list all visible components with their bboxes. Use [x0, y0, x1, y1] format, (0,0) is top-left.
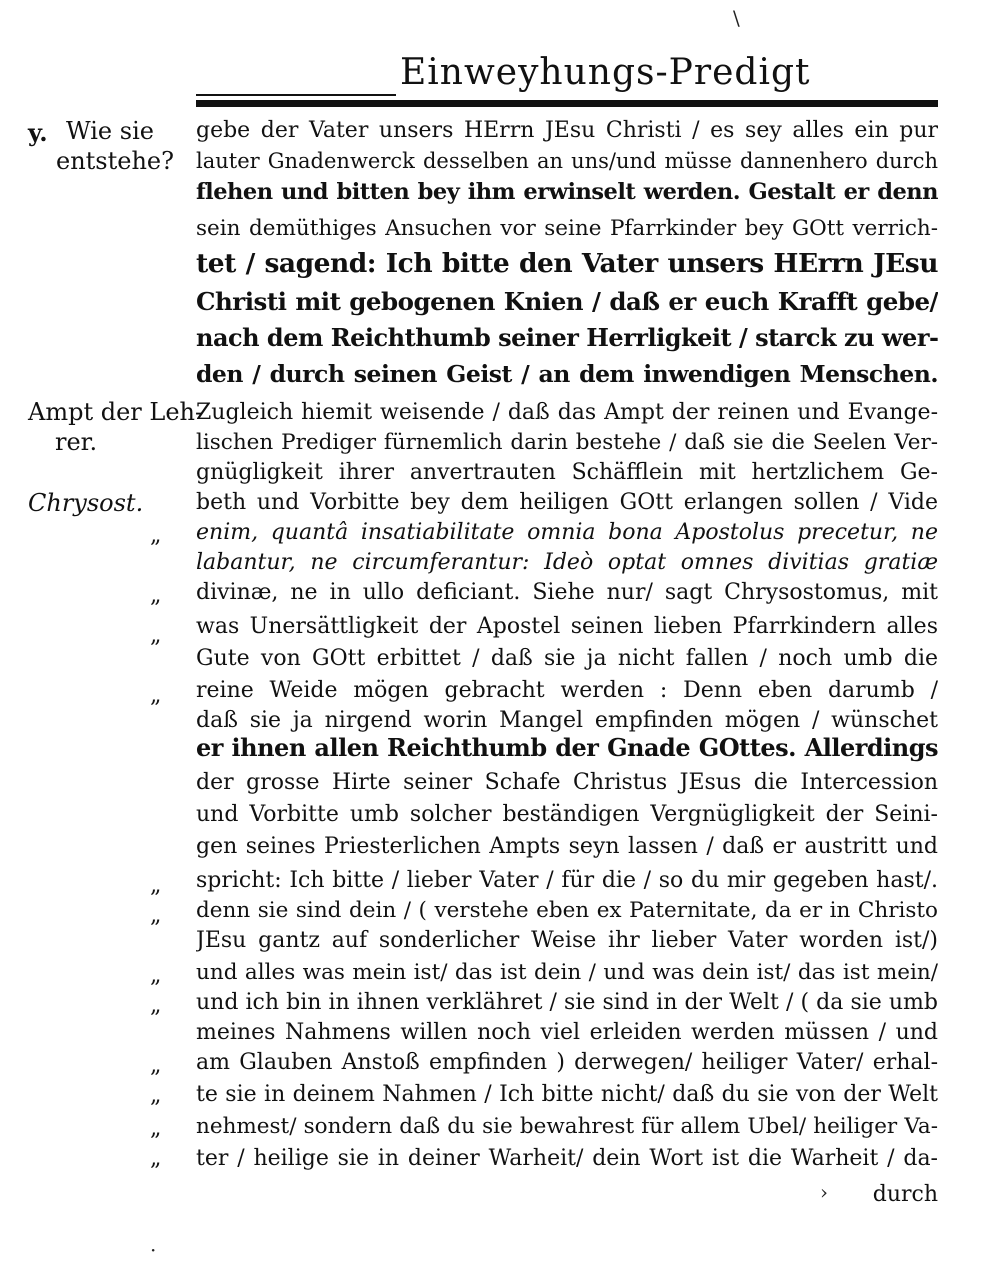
- text-line: lischen Prediger fürnemlich darin bestehe / daß sie die Seelen Ver-: [196, 430, 938, 455]
- text-line: nehmest/ sondern daß du sie bewahrest für allem Ubel/ heiliger Va-: [196, 1114, 938, 1139]
- margin-note-ampt: Ampt der Leh-: [28, 398, 204, 426]
- text-line-latin: enim, quantâ insatiabilitate omnia bona Apostolus precetur, ne: [196, 520, 938, 545]
- text-line: meines Nahmens willen noch viel erleiden werden müssen / und: [196, 1020, 938, 1045]
- text-line: Zugleich hiemit weisende / daß das Ampt der reinen und Evange-: [196, 400, 938, 425]
- stray-mark-top: \: [733, 6, 740, 30]
- quote-mark: „: [150, 1116, 162, 1141]
- text-line: und Vorbitte umb solcher beständigen Vergnügligkeit der Seini-: [196, 802, 938, 827]
- text-line: divinæ, ne in ullo deficiant. Siehe nur/ sagt Chrysostomus, mit: [196, 580, 938, 605]
- text-line: denn sie sind dein / ( verstehe eben ex Paternitate, da er in Christo: [196, 898, 938, 923]
- quote-mark: „: [150, 963, 162, 988]
- margin-note-chrysost: [28, 488, 143, 518]
- catchword: durch: [872, 1182, 938, 1207]
- text-line: te sie in deinem Nahmen / Ich bitte nicht/ daß du sie von der Welt: [196, 1082, 938, 1107]
- text-line: gnügligkeit ihrer anvertrauten Schäfflein mit hertzlichem Ge-: [196, 460, 938, 485]
- text-line-emphasis: flehen und bitten bey ihm erwinselt werden. Gestalt er denn: [196, 179, 938, 205]
- text-line: JEsu gantz auf sonderlicher Weise ihr lieber Vater worden ist/): [196, 928, 938, 953]
- text-line-emphasis: er ihnen allen Reichthumb der Gnade GOttes. Allerdings: [196, 733, 938, 762]
- quote-mark: „: [150, 903, 162, 928]
- quote-mark: „: [150, 583, 162, 608]
- margin-note-y: y.: [28, 118, 48, 147]
- text-line: spricht: Ich bitte / lieber Vater / für die / so du mir gegeben hast/.: [196, 868, 938, 893]
- margin-note-wie-sie: Wie sie: [66, 117, 154, 145]
- text-line-latin: labantur, ne circumferantur: Ideò optat omnes divitias gratiæ: [196, 550, 938, 575]
- text-line: was Unersättligkeit der Apostel seinen lieben Pfarrkindern alles: [196, 614, 938, 639]
- text-line: beth und Vorbitte bey dem heiligen GOtt erlangen sollen / Vide: [196, 490, 938, 515]
- stray-mark-bottom-left: ·: [150, 1238, 157, 1262]
- quote-mark: „: [150, 1146, 162, 1171]
- text-line: gebe der Vater unsers HErrn JEsu Christi / es sey alles ein pur: [196, 118, 938, 143]
- text-line-emphasis: tet / sagend: Ich bitte den Vater unsers HErrn JEsu: [196, 248, 938, 279]
- text-line: und alles was mein ist/ das ist dein / und was dein ist/ das ist mein/: [196, 960, 938, 985]
- text-line: sein demüthiges Ansuchen vor seine Pfarrkinder bey GOtt verrich-: [196, 216, 938, 241]
- quote-mark: „: [150, 1053, 162, 1078]
- quote-mark: „: [150, 1083, 162, 1108]
- stray-mark-bottom-right: ›: [820, 1180, 828, 1204]
- text-line: Gute von GOtt erbittet / daß sie ja nicht fallen / noch umb die: [196, 646, 938, 671]
- quote-mark: „: [150, 873, 162, 898]
- margin-note-rer: rer.: [55, 428, 98, 456]
- quote-mark: „: [150, 683, 162, 708]
- text-line-emphasis: Christi mit gebogenen Knien / daß er euch Krafft gebe/: [196, 287, 938, 316]
- text-line: reine Weide mögen gebracht werden : Denn eben darumb /: [196, 678, 938, 703]
- margin-note-chrysost-text: Chrysost.: [28, 489, 144, 517]
- text-line: ter / heilige sie in deiner Warheit/ dein Wort ist die Warheit / da-: [196, 1146, 938, 1171]
- text-line: gen seines Priesterlichen Ampts seyn lassen / daß er austritt und: [196, 834, 938, 859]
- quote-mark: „: [150, 993, 162, 1018]
- header-rule: [196, 100, 938, 107]
- text-line: daß sie ja nirgend worin Mangel empfinden mögen / wünschet: [196, 708, 938, 733]
- text-line: und ich bin in ihnen verklähret / sie sind in der Welt / ( da sie umb: [196, 990, 938, 1015]
- text-line-emphasis: den / durch seinen Geist / an dem inwendigen Menschen.: [196, 360, 938, 388]
- quote-mark: „: [150, 523, 162, 548]
- text-line-emphasis: nach dem Reichthumb seiner Herrligkeit / starck zu wer-: [196, 323, 938, 352]
- header-rule-thin: [196, 94, 396, 96]
- text-line: der grosse Hirte seiner Schafe Christus JEsus die Intercession: [196, 770, 938, 795]
- text-line: lauter Gnadenwerck desselben an uns/und müsse dannenhero durch: [196, 149, 938, 173]
- running-header-title: Einweyhungs-Predigt: [400, 52, 811, 93]
- margin-note-entstehe: entstehe?: [56, 147, 174, 175]
- text-line: am Glauben Anstoß empfinden ) derwegen/ heiliger Vater/ erhal-: [196, 1050, 938, 1075]
- quote-mark: „: [150, 623, 162, 648]
